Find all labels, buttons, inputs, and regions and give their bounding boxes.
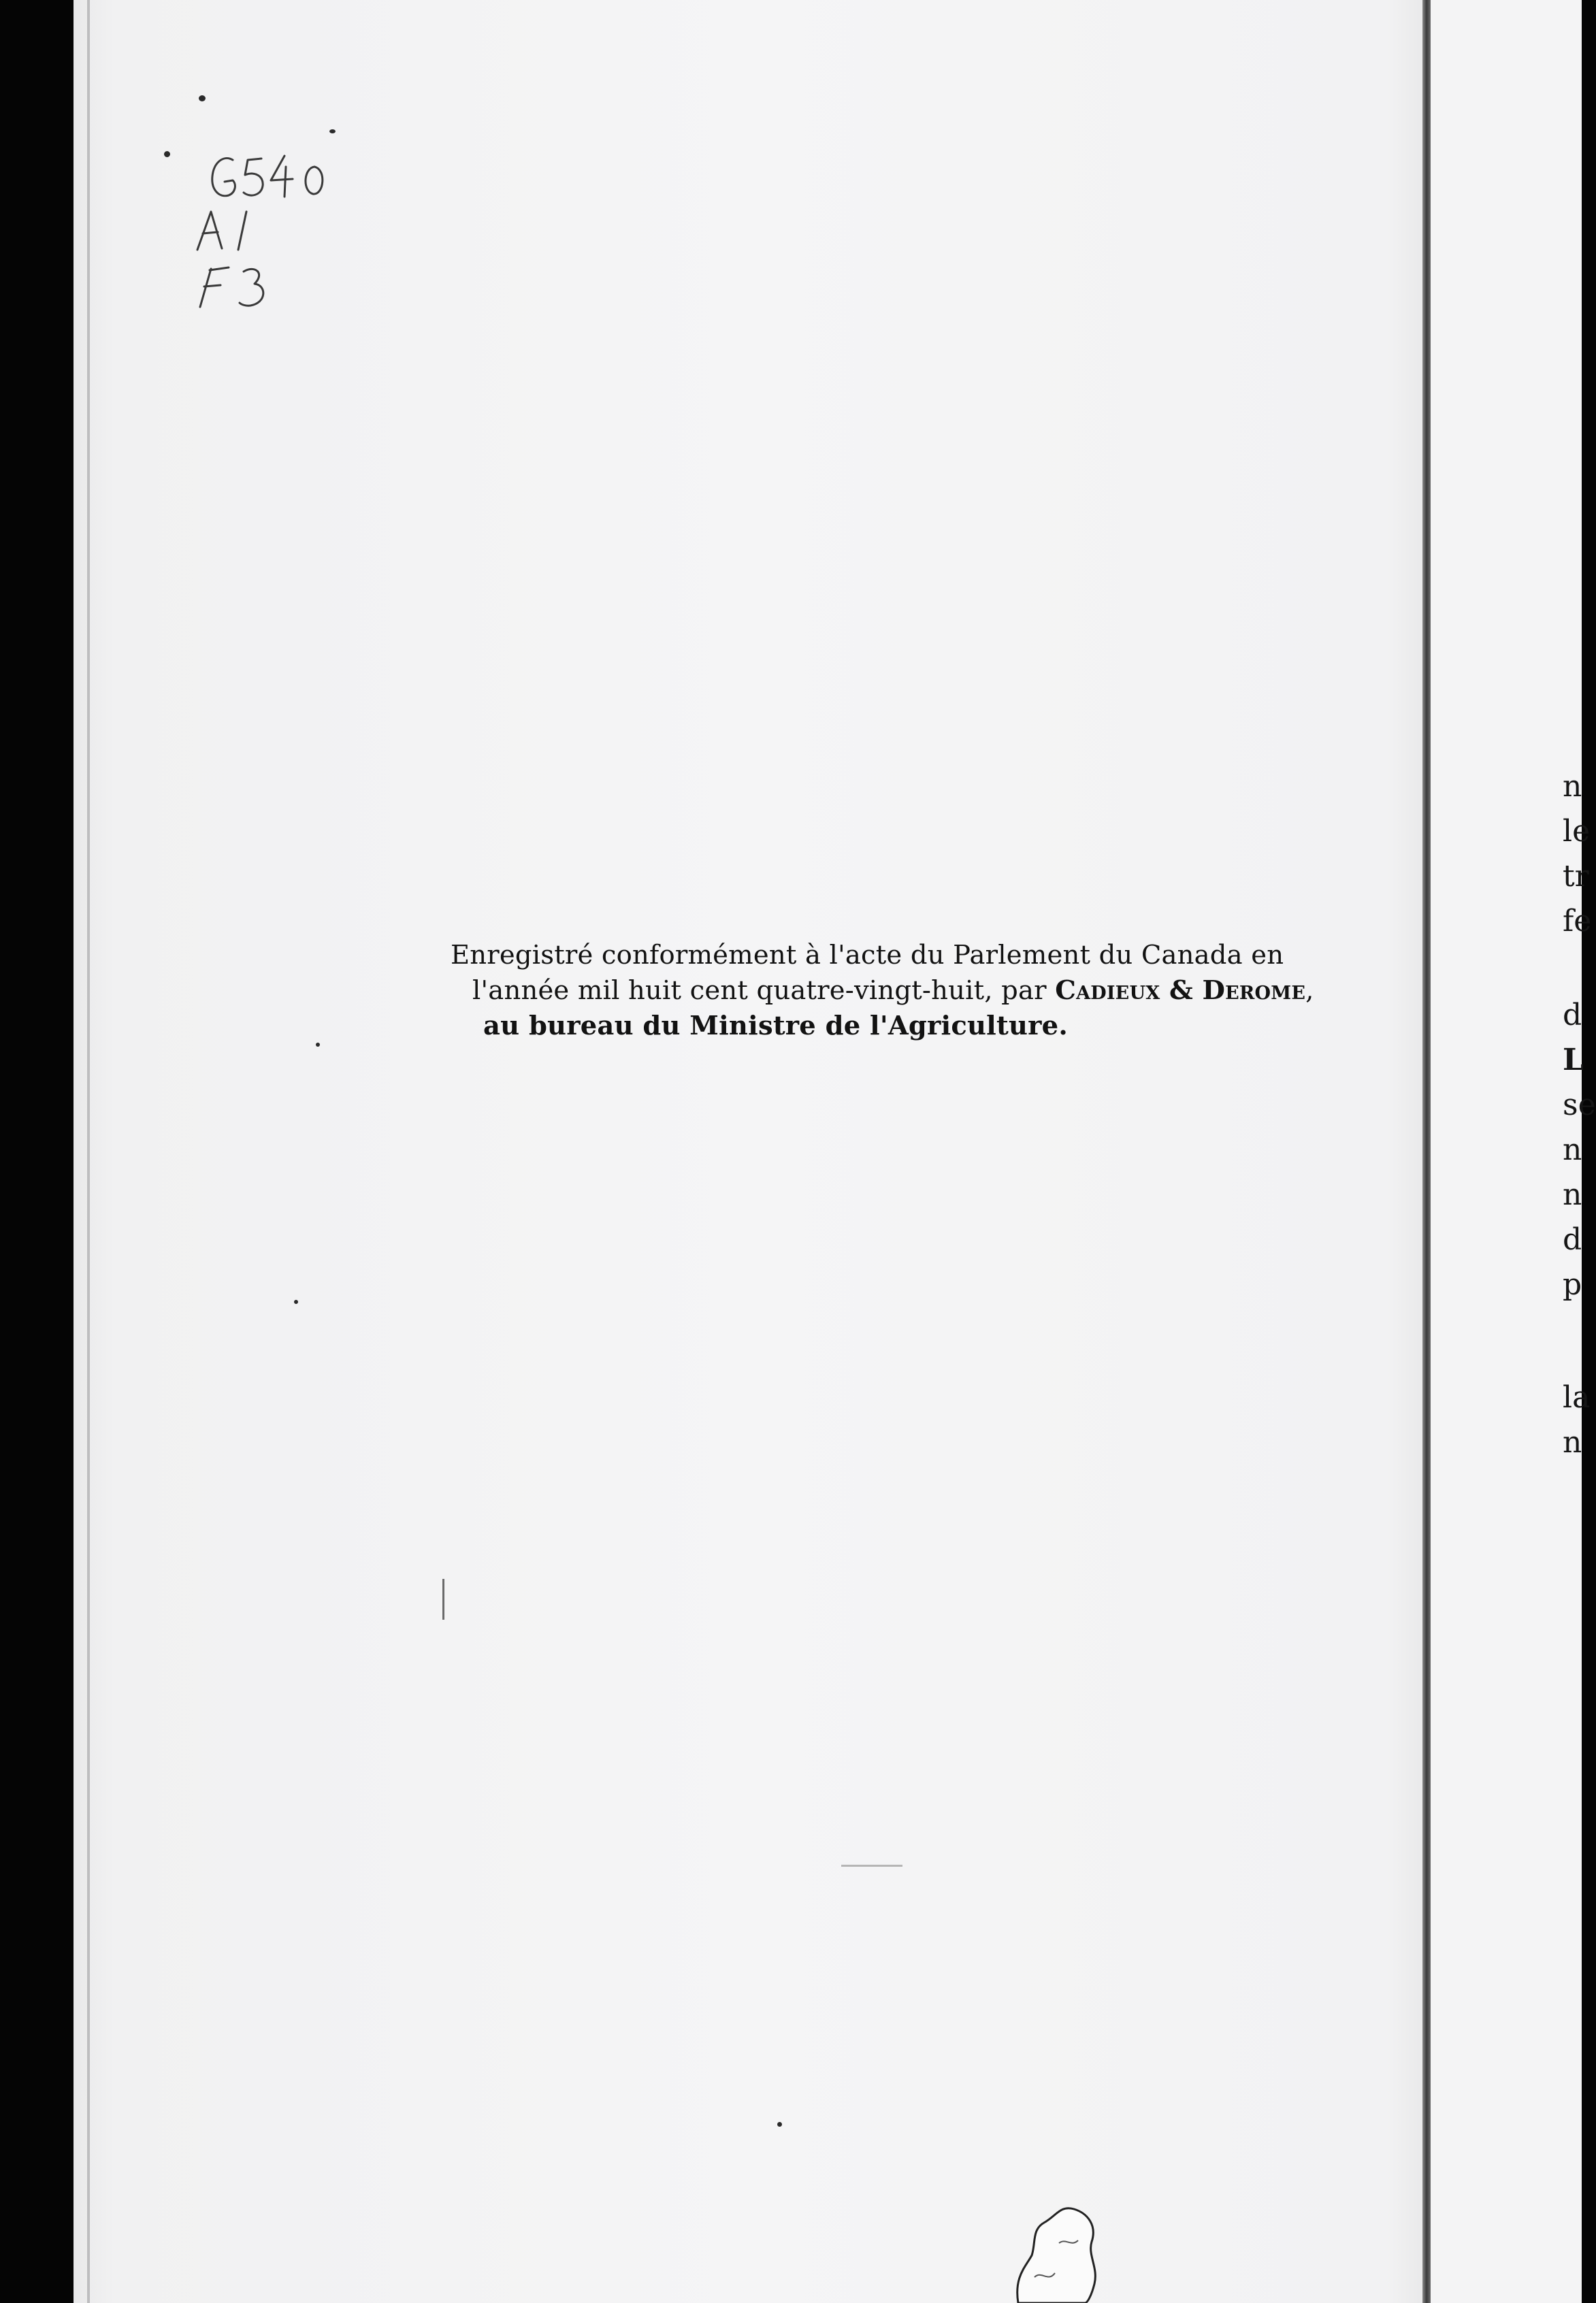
copyright-line-2-text: l'année mil huit cent quatre-vingt-huit, par [472, 975, 1056, 1006]
scan-speck [442, 1579, 444, 1620]
scan-speck [294, 1300, 298, 1304]
page-edge-line [87, 0, 90, 2303]
facing-fragment: n [1563, 769, 1582, 804]
book-gutter [1422, 0, 1431, 2303]
facing-page [1431, 0, 1582, 2303]
copyright-notice [451, 938, 1314, 1044]
facing-fragment: n [1563, 1177, 1582, 1212]
scan-speck [199, 95, 206, 101]
publisher-name: Cadieux & Derome [1055, 975, 1306, 1006]
facing-fragment: L [1563, 1043, 1584, 1077]
scan-speck [777, 2122, 782, 2127]
facing-fragment: d [1563, 998, 1582, 1032]
handwritten-shelfmark [191, 146, 436, 364]
facing-fragment: n [1563, 1425, 1582, 1460]
copyright-line-2 [451, 973, 1314, 1009]
scan-speck [841, 1865, 902, 1867]
scan-speck [329, 129, 336, 133]
facing-fragment: la [1563, 1380, 1591, 1415]
facing-fragment: d [1563, 1222, 1582, 1257]
facing-fragment: le [1563, 814, 1591, 849]
facing-fragment: se [1563, 1088, 1596, 1122]
copyright-line-2-punct: , [1305, 975, 1314, 1006]
scan-speck [164, 151, 170, 157]
facing-fragment: fe [1563, 904, 1592, 938]
facing-fragment: tr [1563, 859, 1589, 894]
scan-speck [316, 1043, 320, 1047]
copyright-line-3: au bureau du Ministre de l'Agriculture. [483, 1011, 1068, 1041]
paper-damage-blot [1011, 2202, 1100, 2303]
facing-fragment: p [1563, 1267, 1582, 1302]
copyright-line-1: Enregistré conformément à l'acte du Parlement du Canada en [451, 940, 1284, 970]
facing-fragment: n [1563, 1132, 1582, 1167]
